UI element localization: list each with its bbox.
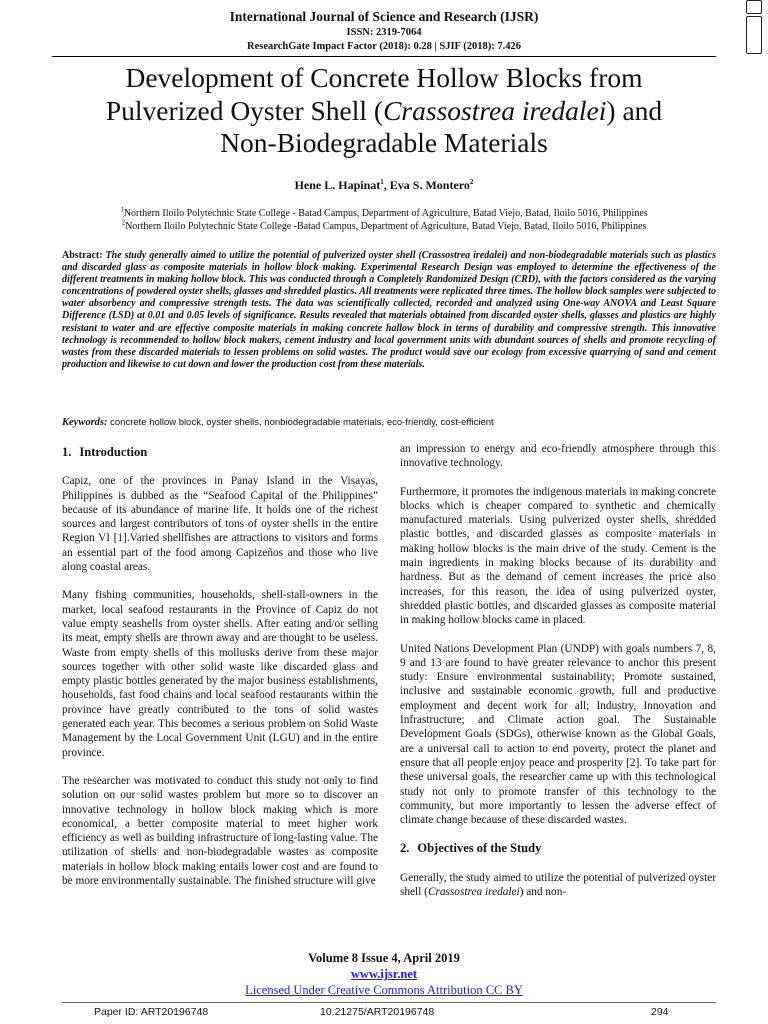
section-title: Objectives of the Study xyxy=(417,841,542,856)
species-name: Crassostrea iredalei xyxy=(427,886,520,899)
affiliation-1-text: Northern Iloilo Polytechnic State College - Batad Campus, Department of Agriculture, Batad Viejo, Batad, Iloilo 5016, Philippines xyxy=(123,208,648,219)
title-line-3: Non-Biodegradable Materials xyxy=(220,127,548,158)
doi: 10.21275/ART20196748 xyxy=(320,1006,435,1018)
scrollbar-thumb[interactable] xyxy=(746,16,762,54)
abstract xyxy=(62,250,716,371)
author-1-sup: 1 xyxy=(380,178,384,186)
journal-url-link[interactable]: www.ijsr.net xyxy=(350,967,418,981)
affiliation-2-sup: 2 xyxy=(121,218,126,227)
author-2: Eva S. Montero xyxy=(389,178,470,192)
abstract-body: The study generally aimed to utilize the potential of pulverized oyster shell (Crassostrea iredalei) and non-biodegradable materials such as plastics and discarded glass as composite materials in hollow block making. Experimental Research Design was employed to determine the effectiveness of the different treatments in making hollow block. This was conducted through a Completely Randomized Design (CRD), with the factors considered as the varying concentrations of powdered oyster shells, glasses and shredded plastics. All treatments were replicated three times. The hollow block samples were subjected to water absorbency and compressive strength tests. The data was scientifically collected, recorded and analyzed using One-way ANOVA and Least Square Difference (LSD) at 0.01 and 0.05 levels of significance. Results revealed that materials obtained from discarded oyster shells, glasses and plastics are highly resistant to water and are effective composite materials in making concrete hallow block in terms of durability and compressive strength. This innovative technology is recommended to hollow block makers, cement industry and local government units with abundant sources of shells and promote recycling of wastes from these discarded materials to lessen problems on solid wastes. The product would save our ecology from excessive quarrying of sand and cement production and likewise to cut down and lower the production cost from these materials. xyxy=(62,250,716,370)
paragraph: Furthermore, it promotes the indigenous materials in making concrete blocks which is cheaper compared to synthetic and chemically manufactured materials. Using pulverized oyster shells, shredded plastic bottles, and discarded glasses as composite materials in making hollow blocks is the main drive of the study. Cement is the main ingredients in making blocks because of its durability and hardness. But as the demand of cement increases the price also increases, for this reason, the idea of using pulverized oyster, shredded plastic bottles, and discarded glasses as composite material in making hollow blocks came in placed. xyxy=(400,485,716,627)
section-number: 2. xyxy=(400,841,410,856)
paragraph: United Nations Development Plan (UNDP) with goals numbers 7, 8, 9 and 13 are found to have greater relevance to anchor this present study: Ensure environmental sustainability; Promote sustained, inclusive and sustainable economic growth, full and productive employment and decent work for all; Industry, Innovation and Infrastructure; and Climate action goal. The Sustainable Development Goals (SDGs), otherwise known as the Global Goals, are a universal call to action to end poverty, protect the planet and ensure that all people enjoy peace and prosperity [2]. To take part for these universal goals, the researcher came up with this technological study not only to promote transfer of this technology to the community, but more importantly to lessen the adverse effect of climate change because of these discarded wastes. xyxy=(400,642,716,827)
paragraph-text: ) and non- xyxy=(519,886,567,899)
issn: ISSN: 2319-7064 xyxy=(346,27,422,38)
page-number: 294 xyxy=(651,1006,669,1018)
section-title: Introduction xyxy=(79,445,148,459)
paper-id: Paper ID: ART20196748 xyxy=(94,1006,209,1018)
right-column xyxy=(400,442,716,913)
journal-name: International Journal of Science and Research (IJSR) xyxy=(229,9,539,24)
paper-title xyxy=(50,62,718,160)
paragraph-text: Generally, the study aimed to utilize the potential of pulverized oyster shell ( xyxy=(400,871,716,899)
scrollbar[interactable] xyxy=(738,0,768,58)
keywords-label: Keywords: xyxy=(62,417,108,428)
affiliation-1-sup: 1 xyxy=(120,205,124,214)
left-column xyxy=(62,445,378,902)
title-line-2-post: ) and xyxy=(606,94,663,126)
license-link[interactable]: Licensed Under Creative Commons Attribution CC BY xyxy=(245,983,523,997)
volume-issue: Volume 8 Issue 4, April 2019 xyxy=(308,951,460,965)
title-line-2-pre: Pulverized Oyster Shell ( xyxy=(105,94,384,126)
keywords-text: concrete hollow block, oyster shells, nonbiodegradable materials, eco-friendly, cost-efficient xyxy=(110,417,494,428)
impact-factor: ResearchGate Impact Factor (2018): 0.28 | SJIF (2018): 7.426 xyxy=(247,41,521,52)
keywords xyxy=(62,417,716,428)
affiliation-2 xyxy=(0,218,768,232)
abstract-label: Abstract: xyxy=(62,250,103,261)
paragraph: Many fishing communities, households, shell-stall-owners in the market, local seafood restaurants in the Province of Capiz do not value empty seashells from oyster shells. After eating and/or selling its meat, empty shells are thrown away and are thought to be useless. Waste from empty shells of this mollusks derive from these major sources together with other solid waste like discarded glass and empty plastic bottles generated by the major business establishments, households, fast food chains and local seafood restaurants within the province have greatly contributed to the tons of solid wastes generated each year. This becomes a serious problem on Solid Waste Management by the Local Government Unit (LGU) and in the entire province. xyxy=(62,589,378,759)
author-1: Hene L. Hapinat xyxy=(294,178,381,192)
title-species: Crassostrea iredalei xyxy=(383,94,607,126)
section-heading-introduction xyxy=(62,445,378,459)
author-separator: , xyxy=(383,178,390,192)
scrollbar-arrow[interactable] xyxy=(746,0,762,14)
affiliation-2-text: Northern Iloilo Polytechnic State College -Batad Campus, Department of Agriculture, Batad Viejo, Batad, Iloilo 5016, Philippines xyxy=(125,221,647,232)
author-list xyxy=(0,178,768,193)
paragraph: The researcher was motivated to conduct this study not only to find solution on our solid wastes problem but more so to discover an innovative technology in hollow block making which is more economical, a better composite material to meet higher work efficiency as well as building infrastructure of long-lasting value. The utilization of shells and non-biodegradable wastes as composite materials in hollow block making entails lower cost and are found to be more environmentally sustainable. The finished structure will give xyxy=(62,774,378,888)
paragraph: an impression to energy and eco-friendly atmosphere through this innovative technology. xyxy=(400,443,716,470)
paragraph: Capiz, one of the provinces in Panay Island in the Visayas, Philippines is dubbed as the “Seafood Capital of the Philippines” because of its abundance of marine life. It holds one of the richest sources and largest contributors of tons of oyster shells in the entire Region VI [1].Varied shellfishes are attractions to visitors and forms an essential part of the food among Capizeños and those who live along coastal areas. xyxy=(62,475,378,574)
section-number: 1. xyxy=(62,445,72,459)
footer-rule xyxy=(62,1002,716,1003)
author-2-sup: 2 xyxy=(469,178,474,186)
paragraph xyxy=(400,871,716,900)
affiliation-1 xyxy=(0,205,768,219)
title-line-1: Development of Concrete Hollow Blocks from xyxy=(125,62,643,93)
section-heading-objectives xyxy=(400,841,716,855)
header-rule xyxy=(52,56,716,57)
